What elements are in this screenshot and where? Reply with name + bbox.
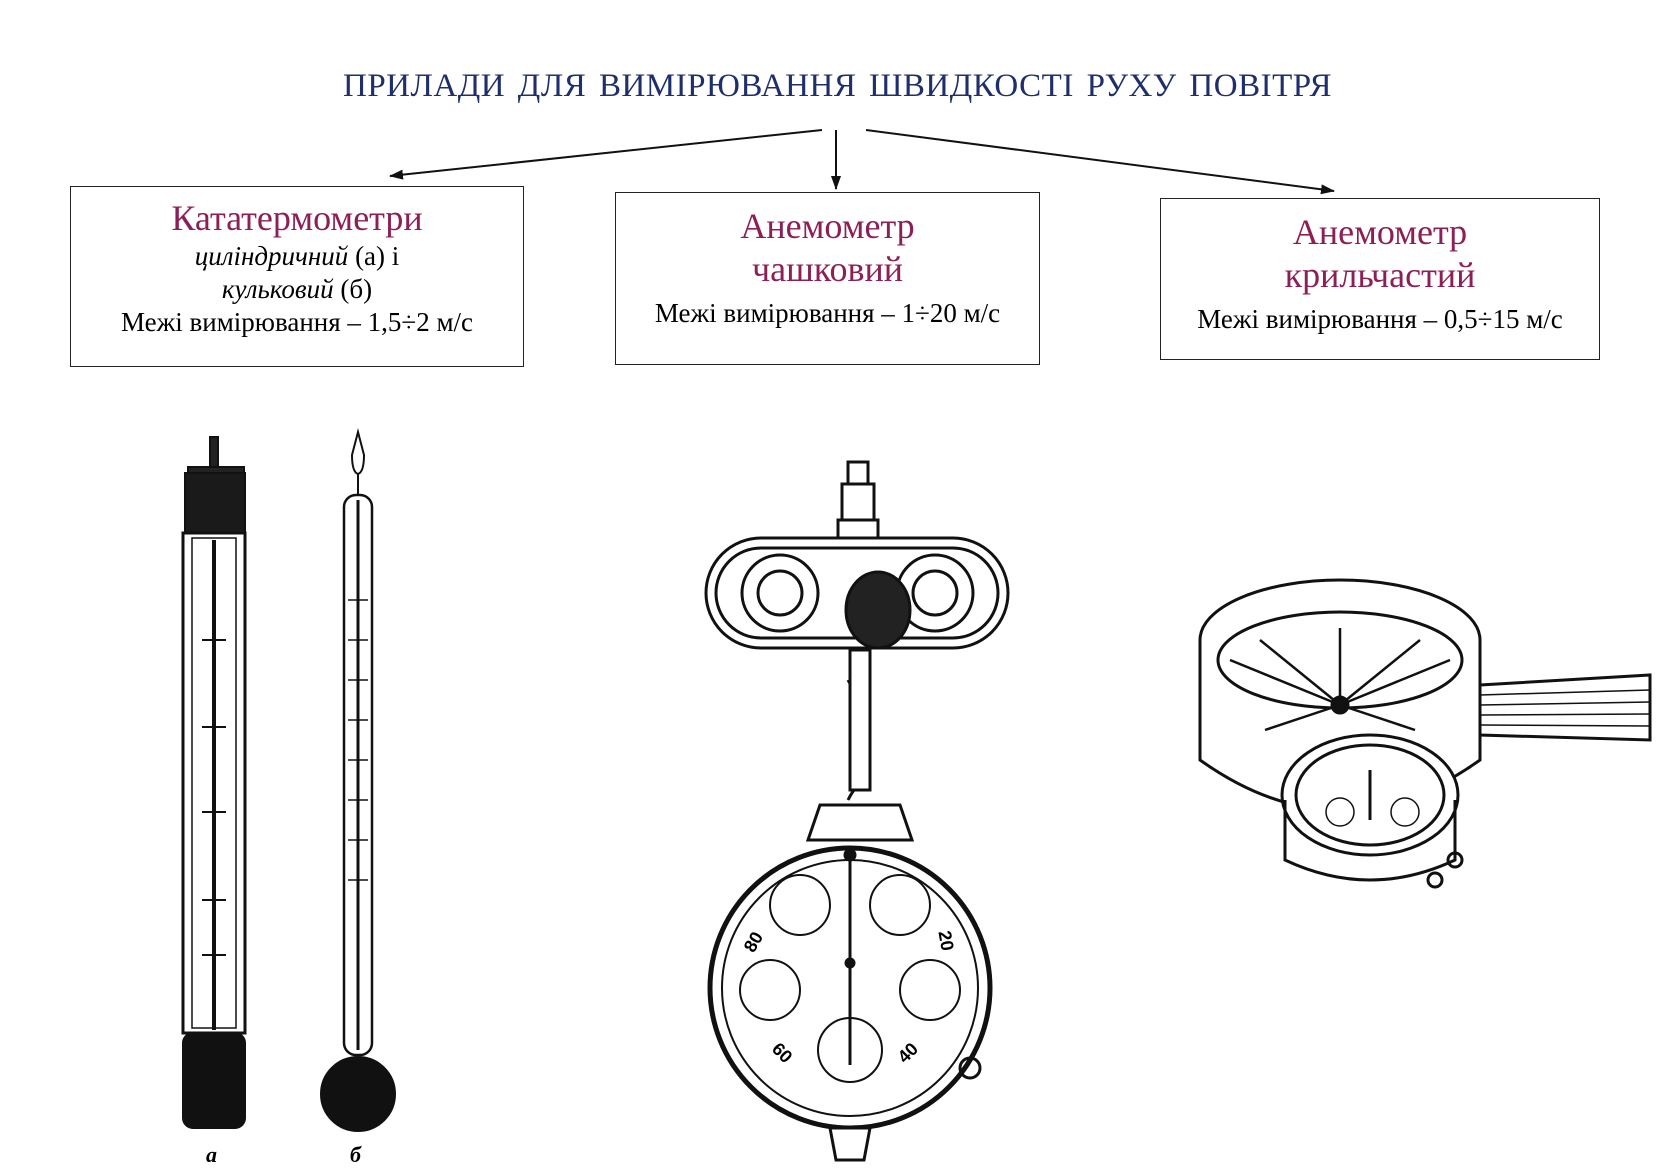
ball-katathermometer-icon bbox=[321, 432, 395, 1131]
cup-anemometer-heading-1: Анемометр bbox=[740, 206, 915, 246]
cup-anemometer-range: Межі вимірювання – 1÷20 м/с bbox=[654, 298, 1001, 328]
cup-anemometer-icon bbox=[706, 462, 1008, 1160]
cup-dial-mark-40: 40 bbox=[893, 1038, 922, 1067]
vane-anemometer-heading-1: Анемометр bbox=[1292, 212, 1468, 252]
katathermometer-range: Межі вимірювання – 1,5÷2 м/с bbox=[120, 307, 474, 337]
label-a: а bbox=[206, 1142, 217, 1167]
page-title: ПРИЛАДИ ДЛЯ ВИМІРЮВАННЯ ШВИДКОСТІ РУХУ ПОВІТРЯ bbox=[342, 68, 1333, 104]
cup-dial-mark-60: 60 bbox=[768, 1038, 797, 1067]
vane-anemometer-heading-2: крильчастий bbox=[1284, 255, 1476, 295]
katathermometer-type-b: кульковий (б) bbox=[221, 274, 373, 304]
katathermometer-heading: Кататермометри bbox=[171, 198, 423, 238]
vane-anemometer-range: Межі вимірювання – 0,5÷15 м/с bbox=[1197, 304, 1563, 334]
cylindrical-katathermometer-icon bbox=[183, 437, 245, 1128]
katathermometer-type-a: циліндричний (а) і bbox=[194, 241, 400, 271]
cup-anemometer-heading-2: чашковий bbox=[752, 249, 903, 289]
cup-dial-mark-20: 20 bbox=[934, 929, 958, 953]
label-b: б bbox=[350, 1142, 361, 1167]
vane-anemometer-icon bbox=[1200, 580, 1650, 887]
cup-dial-mark-80: 80 bbox=[739, 928, 768, 956]
